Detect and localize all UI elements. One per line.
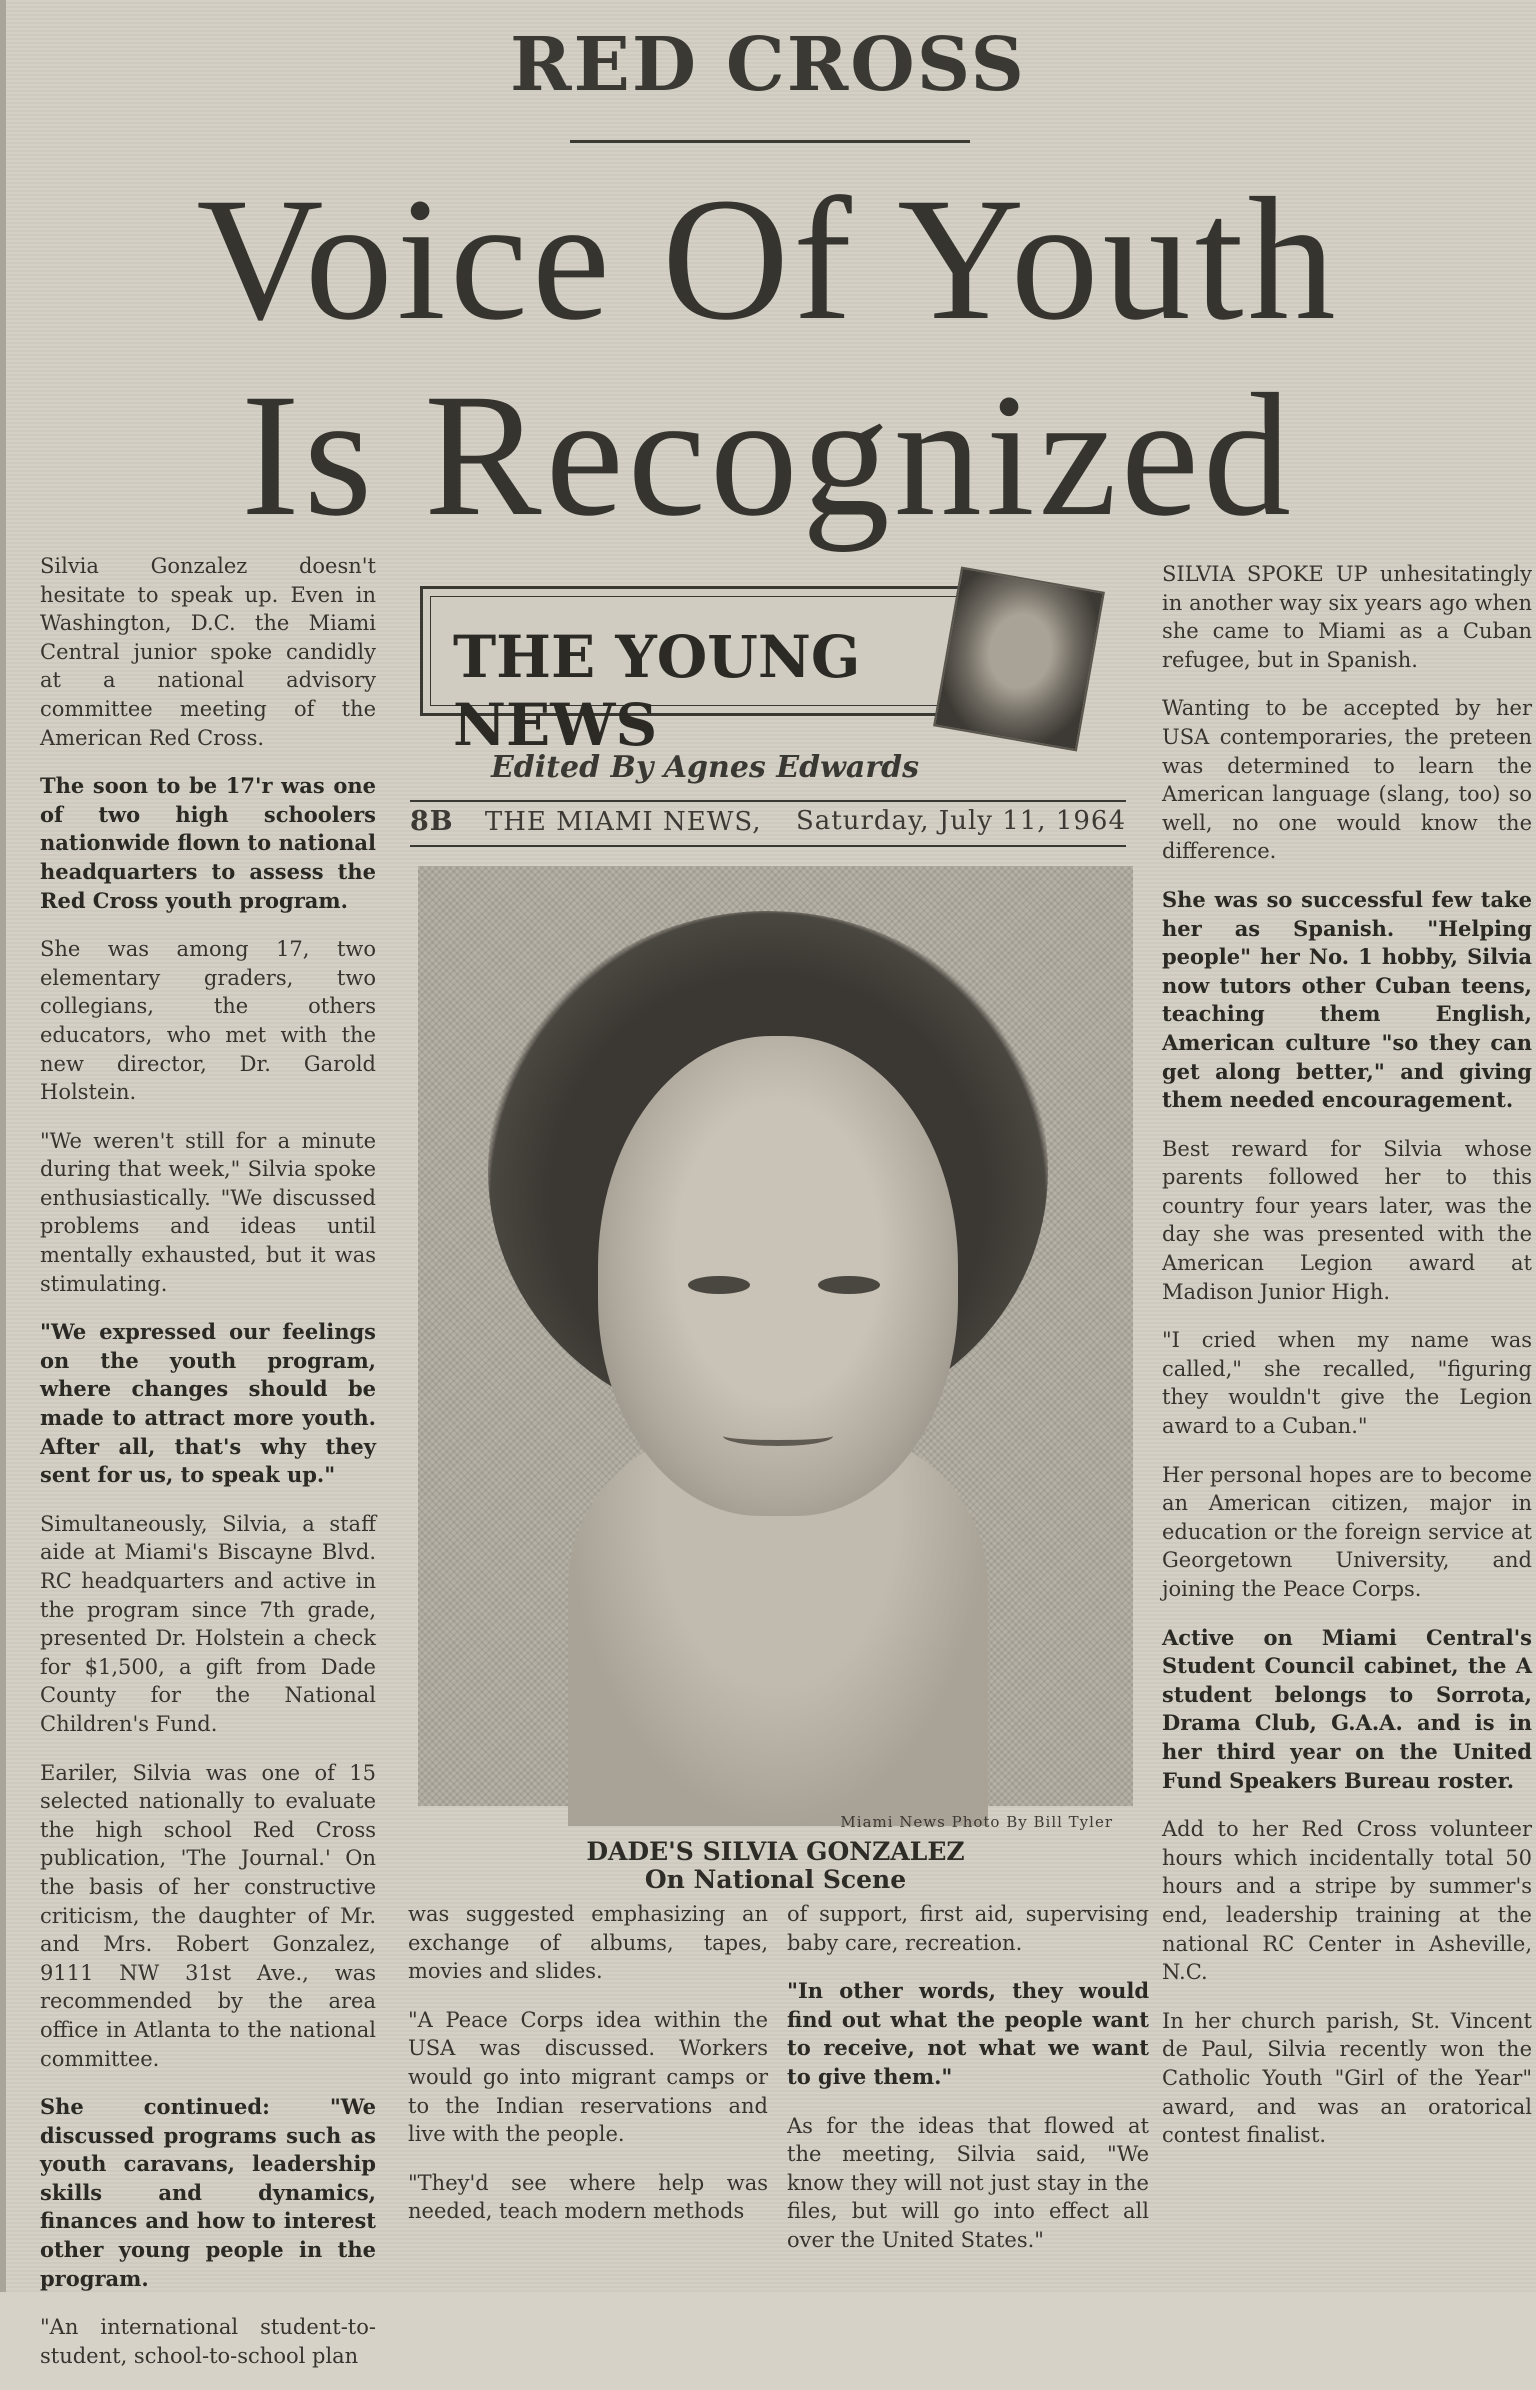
paragraph: "We expressed our feelings on the youth program, where changes should be made to attract more youth. After all, that's why they sent for us, to speak up." <box>40 1319 376 1488</box>
caption-line-1: DADE'S SILVIA GONZALEZ <box>586 1837 965 1866</box>
column-4 <box>1162 560 1532 2170</box>
kicker-divider <box>570 140 970 143</box>
portrait-mouth <box>723 1426 833 1446</box>
masthead <box>410 806 1126 837</box>
issue-date: Saturday, July 11, 1964 <box>795 806 1126 836</box>
portrait-eye-right <box>818 1276 880 1294</box>
paragraph: "I cried when my name was called," she recalled, "figuring they wouldn't give the Legion award to a Cuban." <box>1162 1328 1532 1439</box>
paragraph: "In other words, they would find out what the people want to receive, not what we want to give them." <box>787 1978 1149 2089</box>
paragraph: She was among 17, two elementary graders, two collegians, the others educators, who met with the new director, Dr. Garold Holstein. <box>40 937 376 1105</box>
paragraph: In her church parish, St. Vincent de Paul, Silvia recently won the Catholic Youth "Girl of the Year" award, and was an oratorical contest finalist. <box>1162 2008 1532 2148</box>
paragraph: SILVIA SPOKE UP unhesitatingly in another way six years ago when she came to Miami as a Cuban refugee, but in Spanish. <box>1162 562 1532 672</box>
paragraph: Wanting to be accepted by her USA contemporaries, the preteen was determined to learn the American language (slang, too) so well, no one would know the difference. <box>1162 696 1532 864</box>
paragraph: Her personal hopes are to become an American citizen, major in education or the foreign service at Georgetown University, and joining the Peace Corps. <box>1162 1462 1532 1601</box>
paragraph: As for the ideas that flowed at the meeting, Silvia said, "We know they will not just stay in the files, but will go into effect all over the United States." <box>787 2113 1149 2252</box>
paragraph: Simultaneously, Silvia, a staff aide at Miami's Biscayne Blvd. RC headquarters and active in the program since 7th grade, presented Dr. Holstein a check for $1,500, a gift from Dade County for the National Children's Fund. <box>40 1511 376 1736</box>
headline-line-1: Voice Of Youth <box>196 162 1340 357</box>
column-1 <box>40 552 376 2390</box>
editor-credit: Edited By Agnes Edwards <box>490 750 920 785</box>
paper-name: THE MIAMI NEWS, <box>484 807 762 837</box>
paragraph: Best reward for Silvia whose parents followed her to this country four years later, was the day she was presented with the American Legion award at Madison Junior High. <box>1162 1136 1532 1304</box>
paragraph: Silvia Gonzalez doesn't hesitate to speak up. Even in Washington, D.C. the Miami Central junior spoke candidly at a national advisory committee meeting of the American Red Cross. <box>40 554 376 750</box>
young-news-title: THE YOUNG NEWS <box>453 623 861 759</box>
photo-credit: Miami News Photo By Bill Tyler <box>840 1813 1113 1831</box>
paragraph: "A Peace Corps idea within the USA was discussed. Workers would go into migrant camps or to the Indian reservations and live with the people. <box>408 2007 768 2147</box>
paragraph: She was so successful few take her as Spanish. "Helping people" her No. 1 hobby, Silvia now tutors other Cuban teens, teaching them English, American culture "so they can get along better," and giving them needed encouragement. <box>1162 886 1532 1113</box>
column-3 <box>787 1900 1149 2275</box>
young-news-box <box>420 586 990 759</box>
editor-photo <box>933 567 1105 752</box>
portrait-eye-left <box>688 1276 750 1294</box>
paragraph: was suggested emphasizing an exchange of albums, tapes, movies and slides. <box>408 1902 768 1984</box>
page-number: 8B <box>410 806 454 837</box>
paragraph: "They'd see where help was needed, teach modern methods <box>408 2170 768 2224</box>
masthead-rule-bottom <box>410 845 1126 847</box>
paragraph: "An international student-to-student, school-to-school plan <box>40 2315 376 2368</box>
paragraph: of support, first aid, supervising baby care, recreation. <box>787 1902 1149 1955</box>
paragraph: Active on Miami Central's Student Council cabinet, the A student belongs to Sorrota, Drama Club, G.A.A. and is in her third year on the United Fund Speakers Bureau roster. <box>1162 1624 1532 1793</box>
paragraph: "We weren't still for a minute during that week," Silvia spoke enthusiastically. "We discussed problems and ideas until mentally exhausted, but it was stimulating. <box>40 1128 376 1296</box>
headline-line-2: Is Recognized <box>241 358 1295 553</box>
masthead-rule-top <box>410 800 1126 802</box>
kicker: RED CROSS <box>510 22 1026 108</box>
paragraph: She continued: "We discussed programs such as youth caravans, leadership skills and dynamics, finances and how to interest other young people in the program. <box>40 2094 376 2291</box>
caption-line-2: On National Scene <box>644 1865 907 1894</box>
paragraph: Eariler, Silvia was one of 15 selected nationally to evaluate the high school Red Cross publication, 'The Journal.' On the basis of her constructive criticism, the daughter of Mr. and Mrs. Robert Gonzalez, 9111 NW 31st Ave., was recommended by the area office in Atlanta to the national committee. <box>40 1760 376 2071</box>
paragraph: Add to her Red Cross volunteer hours which incidentally total 50 hours and a stripe by summer's end, leadership training at the national RC Center in Asheville, N.C. <box>1162 1817 1532 1985</box>
column-2 <box>408 1900 768 2246</box>
paragraph: The soon to be 17'r was one of two high schoolers nationwide flown to national headquarters to assess the Red Cross youth program. <box>40 773 376 913</box>
photo-caption <box>418 1838 1133 1894</box>
portrait-photo <box>418 866 1133 1806</box>
